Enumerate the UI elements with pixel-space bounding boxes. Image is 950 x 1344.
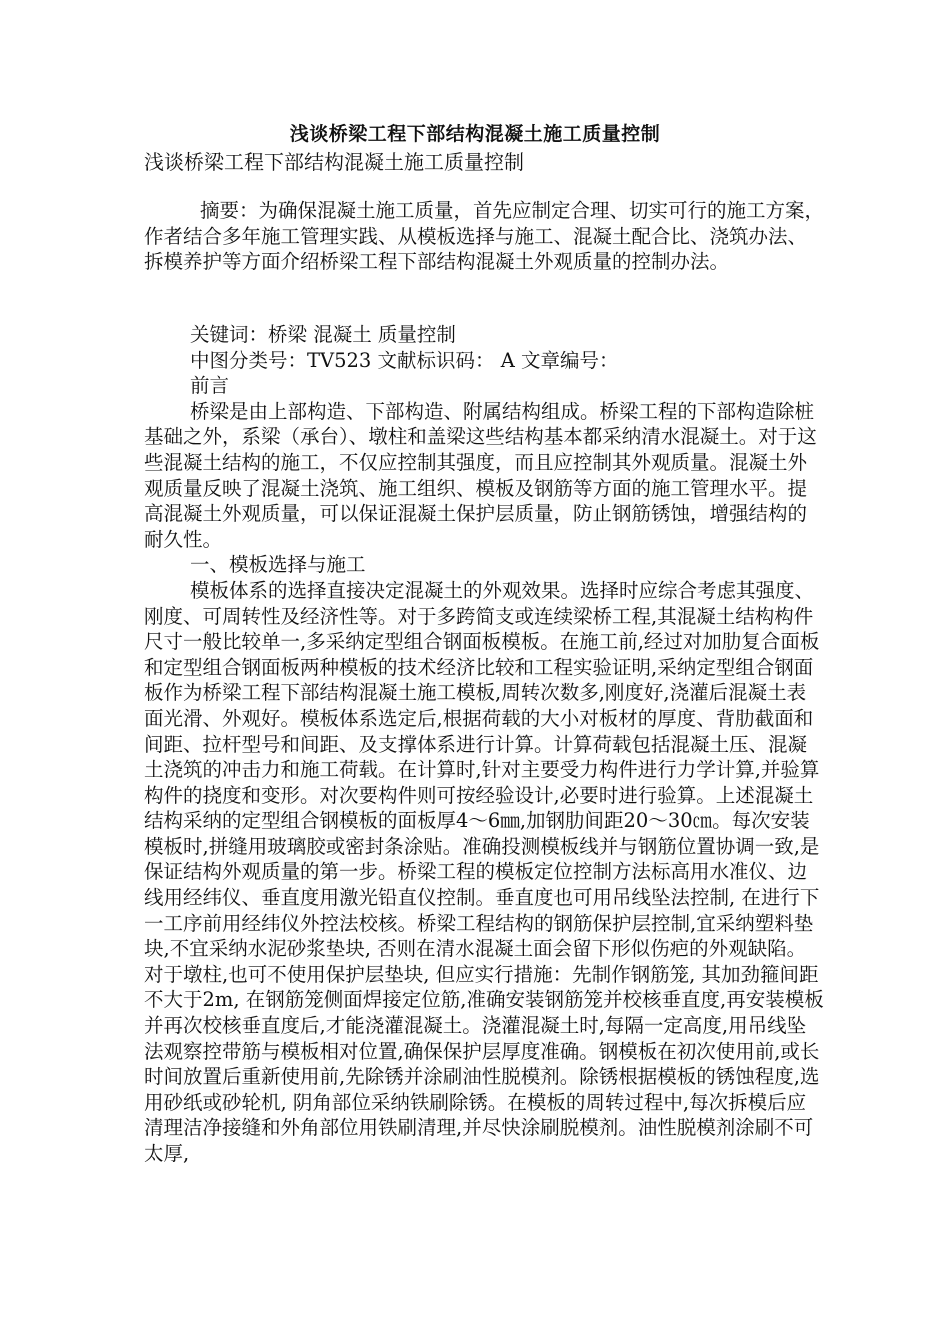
- section-1-heading: 一、模板选择与施工: [190, 553, 366, 577]
- document-subtitle: 浅谈桥梁工程下部结构混凝土施工质量控制: [144, 150, 524, 174]
- abstract-text: 摘要：为确保混凝土施工质量，首先应制定合理、切实可行的施工方案，作者结合多年施工管理实践、从模板选择与施工、混凝土配合比、浇筑办法、拆模养护等方面介绍桥梁工程下部结构混凝土外观质量的控制办法。: [144, 199, 825, 274]
- abstract-paragraph: [144, 198, 824, 275]
- preface-paragraph: 桥梁是由上部构造、下部构造、附属结构组成。桥梁工程的下部构造除桩基础之外，系梁（承台）、墩柱和盖梁这些结构基本都采纳清水混凝土。对于这些混凝土结构的施工，不仅应控制其强度，而且应控制其外观质量。混凝土外观质量反映了混凝土浇筑、施工组织、模板及钢筋等方面的施工管理水平。提高混凝土外观质量，可以保证混凝土保护层质量，防止钢筋锈蚀，增强结构的耐久性。: [144, 399, 817, 551]
- document-title: 浅谈桥梁工程下部结构混凝土施工质量控制: [289, 123, 661, 145]
- section-1-paragraph: 模板体系的选择直接决定混凝土的外观效果。选择时应综合考虑其强度、刚度、可周转性及经济性等。对于多跨简支或连续梁桥工程,其混凝土结构构件尺寸一般比较单一,多采纳定型组合钢面板模板。在施工前,经过对加肋复合面板和定型组合钢面板两种模板的技术经济比较和工程实验证明,采纳定型组合钢面板作为桥梁工程下部结构混凝土施工模板,周转次数多,刚度好,浇灌后混凝土表面光滑、外观好。模板体系选定后,根据荷载的大小对板材的厚度、背肋截面和间距、拉杆型号和间距、及支撑体系进行计算。计算荷载包括混凝土压、混凝土浇筑的冲击力和施工荷载。在计算时,针对主要受力构件进行力学计算,并验算构件的挠度和变形。对次要构件则可按经验设计,必要时进行验算。上述混凝土结构采纳的定型组合钢模板的面板厚4～6㎜,加钢肋间距20～30㎝。每次安装模板时,拼缝用玻璃胶或密封条涂贴。准确投测模板线并与钢筋位置协调一致,是保证结构外观质量的第一步。桥梁工程的模板定位控制方法标高用水准仪、边线用经纬仪、垂直度用激光铅直仪控制。垂直度也可用吊线坠法控制, 在进行下一工序前用经纬仪外控法校核。桥梁工程结构的钢筋保护层控制,宜采纳塑料垫块,不宜采纳水泥砂浆垫块, 否则在清水混凝土面会留下形似伤疤的外观缺陷。对于墩柱,也可不使用保护层垫块, 但应实行措施：先制作钢筋笼, 其加劲箍间距不大于2m, 在钢筋笼侧面焊接定位筋,准确安装钢筋笼并校核垂直度,再安装模板并再次校核垂直度后,才能浇灌混凝土。浇灌混凝土时,每隔一定高度,用吊线坠法观察控带筋与模板相对位置,确保保护层厚度准确。钢模板在初次使用前,或长时间放置后重新使用前,先除锈并涂刷油性脱模剂。除锈根据模板的锈蚀程度,选用砂纸或砂轮机, 阴角部位采纳铁刷除锈。在模板的周转过程中,每次拆模后应清理洁净接缝和外角部位用铁刷清理,并尽快涂刷脱模剂。油性脱模剂涂刷不可太厚,: [144, 578, 824, 1165]
- body-text: [144, 322, 824, 1167]
- classification-line: 中图分类号：TV523 文献标识码： A 文章编号：: [190, 348, 619, 372]
- preface-heading: 前言: [190, 374, 230, 398]
- keywords-line: 关键词：桥梁 混凝土 质量控制: [190, 323, 456, 346]
